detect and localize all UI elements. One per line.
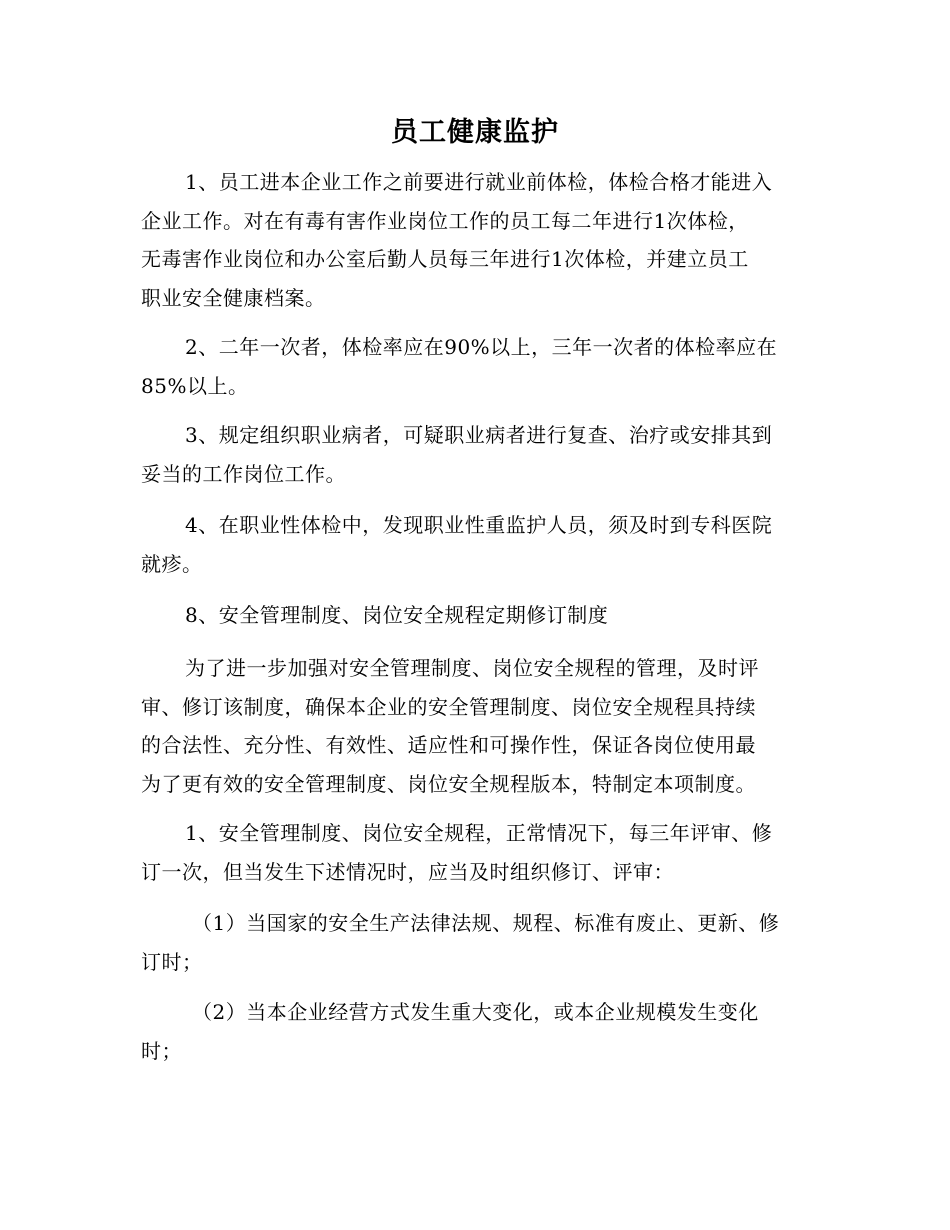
paragraph-line: （1）当国家的安全生产法律法规、规程、标准有废止、更新、修 xyxy=(192,911,780,935)
paragraph-line: 4、在职业性体检中，发现职业性重监护人员，须及时到专科医院 xyxy=(185,513,773,537)
paragraph-line: 订时； xyxy=(141,949,203,974)
paragraph-line: 为了更有效的安全管理制度、岗位安全规程版本，特制定本项制度。 xyxy=(141,771,756,796)
paragraph-line: 企业工作。对在有毒有害作业岗位工作的员工每二年进行1次体检， xyxy=(141,208,749,233)
paragraph-line: 时； xyxy=(141,1038,182,1063)
paragraph-2 xyxy=(141,328,806,405)
paragraph-7 xyxy=(141,814,806,891)
paragraph-line: 为了进一步加强对安全管理制度、岗位安全规程的管理，及时评 xyxy=(185,656,759,680)
paragraph-line: 85%以上。 xyxy=(141,373,249,398)
paragraph-line: 妥当的工作岗位工作。 xyxy=(141,461,346,486)
paragraph-8 xyxy=(141,904,806,981)
paragraph-line: 订一次，但当发生下述情况时，应当及时组织修订、评审： xyxy=(141,859,674,884)
paragraph-line: 3、规定组织职业病者，可疑职业病者进行复查、治疗或安排其到 xyxy=(185,423,773,447)
paragraph-line: 1、安全管理制度、岗位安全规程，正常情况下，每三年评审、修 xyxy=(185,821,773,845)
paragraph-line: 8、安全管理制度、岗位安全规程定期修订制度 xyxy=(185,603,609,627)
paragraph-3 xyxy=(141,416,806,493)
paragraph-line: 职业安全健康档案。 xyxy=(141,285,326,310)
paragraph-line: （2）当本企业经营方式发生重大变化，或本企业规模发生变化 xyxy=(192,1000,759,1024)
paragraph-6 xyxy=(141,649,806,803)
paragraph-line: 2、二年一次者，体检率应在90%以上，三年一次者的体检率应在 xyxy=(185,335,778,359)
document-title: 员工健康监护 xyxy=(391,117,559,148)
paragraph-9 xyxy=(141,993,806,1070)
paragraph-1 xyxy=(141,163,806,317)
paragraph-line: 就疹。 xyxy=(141,551,203,576)
paragraph-line: 1、员工进本企业工作之前要进行就业前体检，体检合格才能进入 xyxy=(185,170,773,194)
paragraph-line: 无毒害作业岗位和办公室后勤人员每三年进行1次体检，并建立员工 xyxy=(141,247,749,271)
paragraph-4 xyxy=(141,506,806,583)
section-heading xyxy=(141,596,806,635)
paragraph-line: 审、修订该制度，确保本企业的安全管理制度、岗位安全规程具持续 xyxy=(141,694,756,719)
paragraph-line: 的合法性、充分性、有效性、适应性和可操作性，保证各岗位使用最 xyxy=(141,733,756,757)
